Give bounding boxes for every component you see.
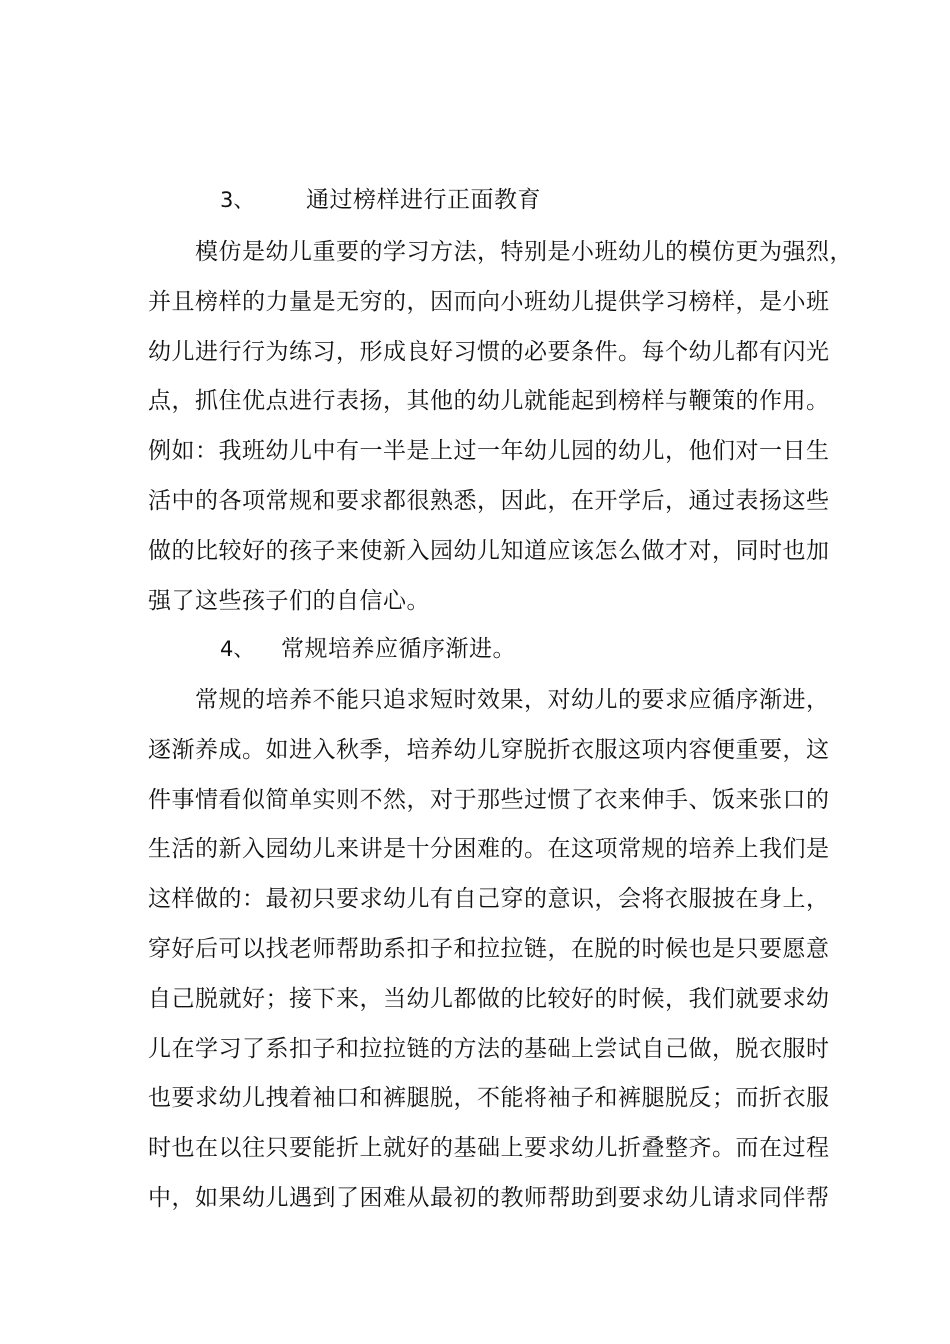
- paragraph-line: 做的比较好的孩子来使新入园幼儿知道应该怎么做才对，同时也加: [148, 538, 830, 564]
- paragraph-line: 自己脱就好；接下来，当幼儿都做的比较好的时候，我们就要求幼: [148, 986, 830, 1012]
- paragraph-line: 这样做的：最初只要求幼儿有自己穿的意识，会将衣服披在身上，: [148, 886, 830, 912]
- paragraph-line: 模仿是幼儿重要的学习方法，特别是小班幼儿的模仿更为强烈，: [195, 239, 853, 265]
- section-3-title: 通过榜样进行正面教育: [306, 187, 541, 213]
- paragraph-line: 中，如果幼儿遇到了困难从最初的教师帮助到要求幼儿请求同伴帮: [148, 1185, 830, 1211]
- paragraph-line: 活中的各项常规和要求都很熟悉，因此，在开学后，通过表扬这些: [148, 488, 830, 514]
- paragraph-line: 例如：我班幼儿中有一半是上过一年幼儿园的幼儿，他们对一日生: [148, 438, 830, 464]
- paragraph-line: 逐渐养成。如进入秋季，培养幼儿穿脱折衣服这项内容便重要，这: [148, 737, 830, 763]
- paragraph-line: 穿好后可以找老师帮助系扣子和拉拉链，在脱的时候也是只要愿意: [148, 936, 830, 962]
- section-4-number: 4、: [220, 637, 255, 661]
- paragraph-line: 幼儿进行行为练习，形成良好习惯的必要条件。每个幼儿都有闪光: [148, 339, 830, 365]
- paragraph-line: 生活的新入园幼儿来讲是十分困难的。在这项常规的培养上我们是: [148, 836, 830, 862]
- paragraph-line: 强了这些孩子们的自信心。: [148, 588, 430, 614]
- paragraph-line: 件事情看似简单实则不然，对于那些过惯了衣来伸手、饭来张口的: [148, 787, 830, 813]
- paragraph-line: 儿在学习了系扣子和拉拉链的方法的基础上尝试自己做，脱衣服时: [148, 1036, 830, 1062]
- section-3-number: 3、: [220, 188, 255, 212]
- section-4-title: 常规培养应循序渐进。: [281, 636, 516, 662]
- paragraph-line: 时也在以往只要能折上就好的基础上要求幼儿折叠整齐。而在过程: [148, 1135, 830, 1161]
- paragraph-line: 常规的培养不能只追求短时效果，对幼儿的要求应循序渐进，: [195, 687, 830, 713]
- paragraph-line: 也要求幼儿拽着袖口和裤腿脱，不能将袖子和裤腿脱反；而折衣服: [148, 1085, 830, 1111]
- paragraph-line: 点，抓住优点进行表扬，其他的幼儿就能起到榜样与鞭策的作用。: [148, 388, 830, 414]
- paragraph-line: 并且榜样的力量是无穷的，因而向小班幼儿提供学习榜样，是小班: [148, 289, 830, 315]
